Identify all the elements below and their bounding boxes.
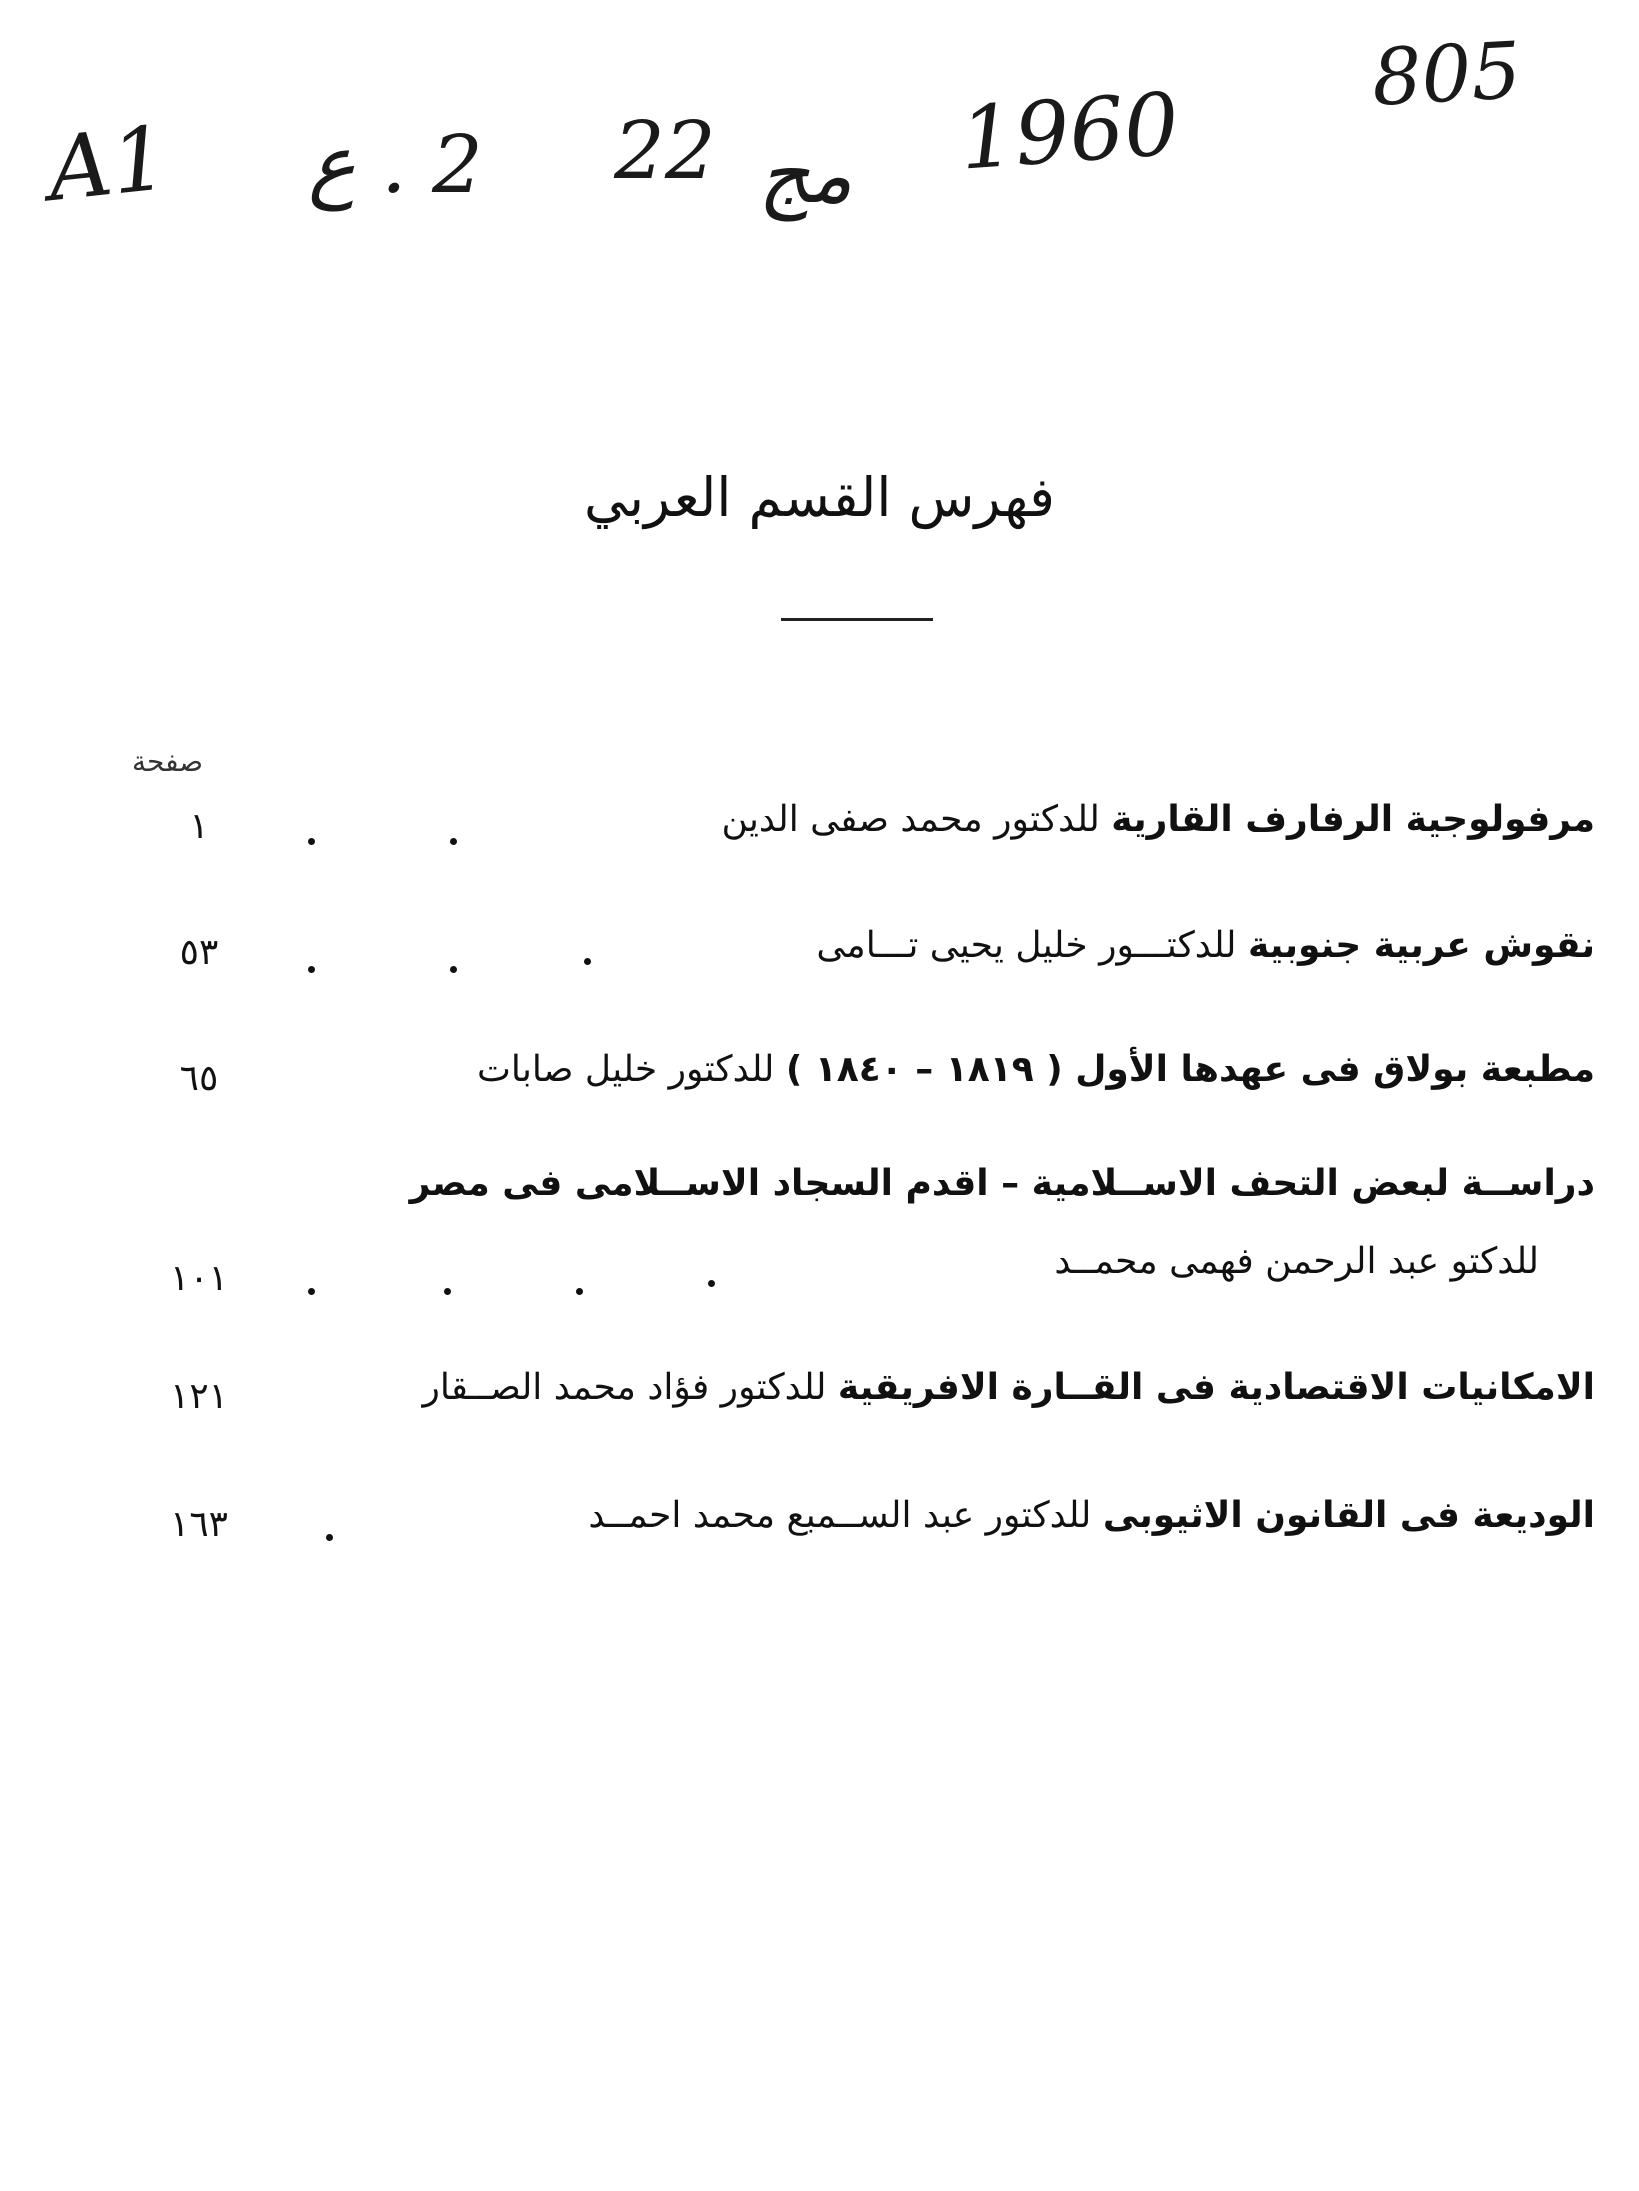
- toc-entry: [300, 798, 1595, 841]
- entry-title: الوديعة فى القانون الاثيوبى: [1102, 1495, 1595, 1536]
- toc-entry: [300, 1494, 1595, 1537]
- entry-page-number: ١٠١: [169, 1258, 228, 1299]
- toc-entry-author-line: [300, 1240, 1539, 1283]
- handwritten-number: 805: [1369, 26, 1524, 124]
- handwritten-code-vol: مج: [758, 128, 853, 221]
- entry-title: مرفولوجية الرفارف القارية: [1111, 799, 1595, 840]
- entry-title: مطبعة بولاق فى عهدها الأول ( ١٨١٩ – ١٨٤٠ ): [785, 1049, 1595, 1090]
- leader-dot: [450, 838, 457, 845]
- leader-dot: [308, 966, 315, 973]
- entry-author: للدكتو عبد الرحمن فهمى محمــد: [1054, 1241, 1539, 1282]
- entry-author: للدكتور عبد الســمبع محمد احمــد: [588, 1495, 1092, 1536]
- entry-title: نقوش عربية جنوبية: [1247, 925, 1595, 966]
- page-column-label: صفحة: [132, 745, 204, 778]
- entry-author: للدكتـــور خليل يحيى تـــامى: [816, 925, 1237, 966]
- leader-dot: [326, 1534, 333, 1541]
- entry-author: للدكتور محمد صفى الدين: [721, 799, 1100, 840]
- leader-dot: [584, 958, 591, 965]
- entry-author: للدكتور خليل صابات: [476, 1049, 775, 1090]
- page-title: فهرس القسم العربي: [584, 466, 1055, 529]
- toc-entry: [300, 1162, 1595, 1205]
- leader-dot: [576, 1288, 583, 1295]
- handwritten-code-number: 22: [614, 104, 716, 197]
- handwritten-code-letter: 2 . ع: [308, 118, 483, 211]
- leader-dot: [308, 1288, 315, 1295]
- entry-page-number: ٥٣: [179, 932, 219, 973]
- toc-entry: [300, 1048, 1595, 1091]
- leader-dot: [450, 966, 457, 973]
- entry-page-number: ١٢١: [169, 1376, 228, 1417]
- entry-page-number: ١٦٣: [169, 1504, 228, 1545]
- handwritten-year: 1960: [956, 74, 1183, 190]
- entry-author: للدكتور فؤاد محمد الصــقار: [422, 1367, 827, 1408]
- toc-entry: [300, 924, 1595, 967]
- leader-dot: [444, 1288, 451, 1295]
- entry-title: دراســة لبعض التحف الاســلامية – اقدم السجاد الاســلامى فى مصر: [409, 1163, 1595, 1204]
- entry-page-number: ١: [189, 806, 209, 847]
- leader-dot: [708, 1280, 715, 1287]
- handwritten-shelf-mark: A1: [42, 106, 173, 221]
- entry-page-number: ٦٥: [179, 1058, 219, 1099]
- title-divider: [781, 618, 933, 621]
- toc-entry: [300, 1366, 1595, 1409]
- entry-title: الامكانيات الاقتصادية فى القــارة الافريقية: [837, 1367, 1595, 1408]
- leader-dot: [308, 838, 315, 845]
